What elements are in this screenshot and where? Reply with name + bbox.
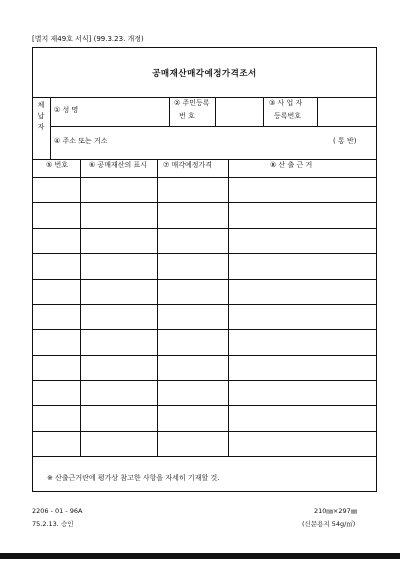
resident-number-field[interactable] [217,103,261,121]
table-row [33,253,376,254]
instruction-note: ※ 산출근거란에 평가상 참고한 사항을 자세히 기재할 것. [47,474,220,482]
col-header-property: ⑥ 공매재산의 표시 [89,161,148,169]
paper-size: 210㎜×297㎜ [314,507,358,515]
debtor-label: 체 납 자 [37,101,45,131]
col-header-basis: ⑧ 산 출 근 거 [270,161,313,169]
divider [317,97,318,126]
divider [50,97,51,159]
table-row [33,355,376,356]
scan-edge-rule [0,553,400,559]
table-row [33,405,376,406]
table-row [33,202,376,203]
divider [263,97,264,126]
resident-number-label-2: 번 호 [179,112,195,120]
divider [169,97,170,126]
address-label: ④ 주소 또는 거소 [54,137,108,145]
address-suffix: ( 통 반) [333,137,357,145]
divider [215,97,216,126]
table-row [33,279,376,280]
divider [157,159,158,456]
business-number-field[interactable] [320,103,372,121]
name-field[interactable] [107,107,167,119]
resident-number-label: ② 주민등록 [174,99,210,107]
approval-date: 75.2.13. 승인 [32,520,74,528]
divider [33,97,376,98]
form-number-note: [별지 제49호 서식] (99.3.23. 개정) [32,35,144,43]
col-header-number: ⑤ 번호 [46,161,69,169]
divider [228,159,229,456]
business-number-label: ③ 사 업 자 [269,99,303,107]
divider [33,177,376,178]
address-field[interactable] [117,134,327,150]
table-row [33,228,376,229]
table-row [33,431,376,432]
table-bottom [33,456,376,457]
name-label: ① 성 명 [54,106,79,114]
form-title: 공매재산매각예정가격조서 [152,69,257,79]
divider [80,159,81,456]
col-header-price: ⑦ 매각예정가격 [163,161,213,169]
business-number-label-2: 등록번호 [274,112,302,120]
divider [50,126,376,127]
divider [33,159,376,160]
form-code: 2206 - 01 - 96A [32,507,83,515]
table-row [33,304,376,305]
table-row [33,380,376,381]
price-estimate-form [32,47,377,492]
table-row [33,329,376,330]
paper-type: (신문용지 54g/㎡) [302,520,356,528]
